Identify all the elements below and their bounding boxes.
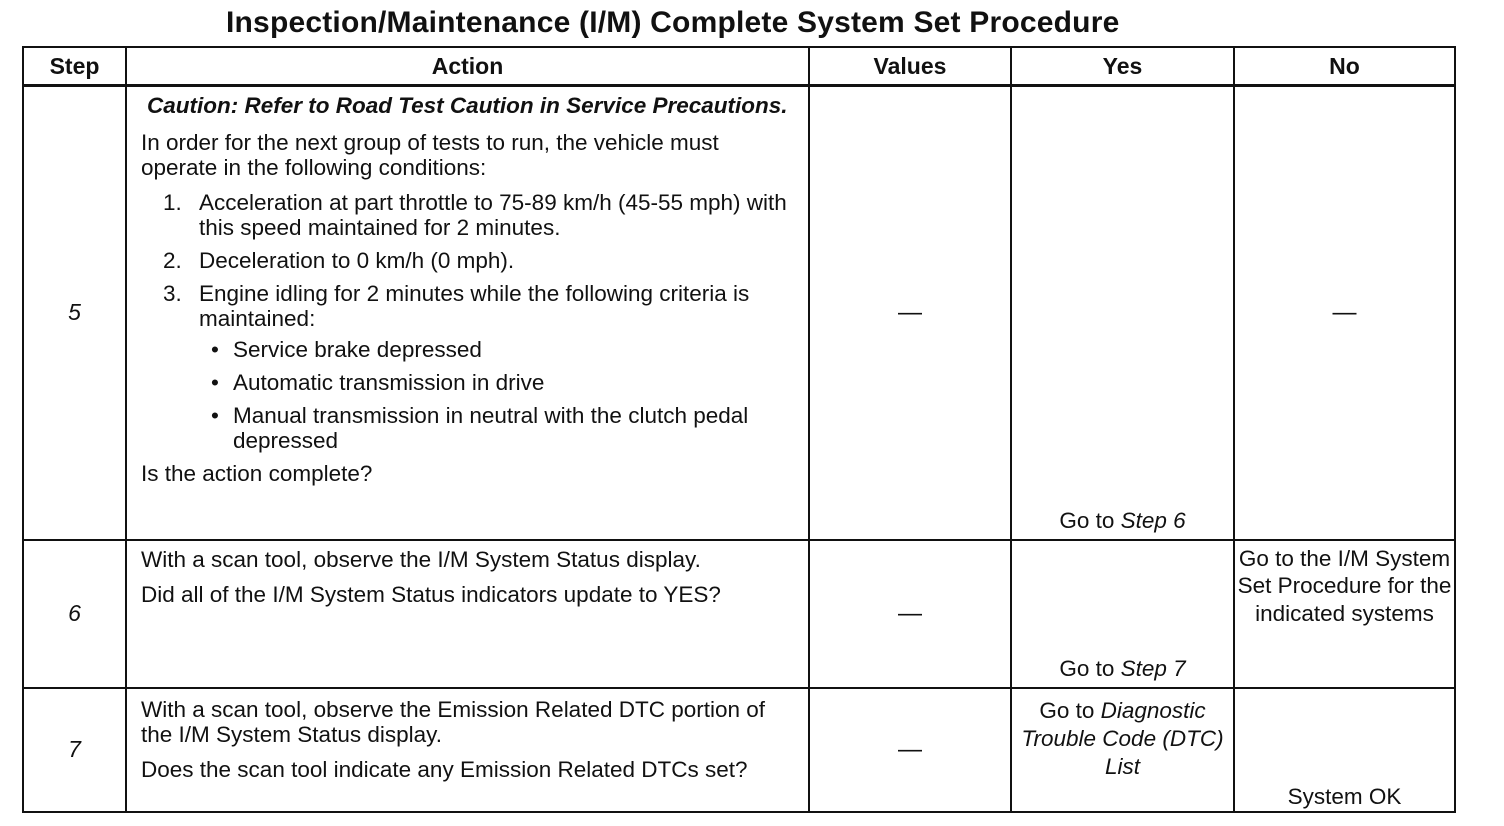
no-cell: — — [1234, 86, 1455, 540]
list-item: 2. Deceleration to 0 km/h (0 mph). — [163, 248, 515, 273]
table-row — [23, 688, 1455, 812]
yes-cell — [1011, 86, 1234, 540]
numbered-list — [141, 190, 800, 453]
step-link[interactable]: Step 7 — [1120, 655, 1186, 681]
page-title: Inspection/Maintenance (I/M) Complete System Set Procedure — [226, 6, 1120, 39]
header-step: Step — [23, 47, 126, 86]
action-question: Did all of the I/M System Status indicators update to YES? — [141, 581, 721, 607]
no-action: System OK — [1287, 783, 1402, 809]
header-action: Action — [126, 47, 809, 86]
caution-text: Caution: Refer to Road Test Caution in Service Precautions. — [147, 93, 788, 118]
action-cell — [126, 540, 809, 688]
step-number: 5 — [23, 86, 126, 540]
action-cell — [126, 688, 809, 812]
list-item: • Automatic transmission in drive — [211, 370, 545, 395]
no-action: Go to the I/M System Set Procedure for the indicated systems — [1237, 545, 1452, 626]
procedure-table — [22, 46, 1456, 813]
yes-action: Go to Step 7 — [1059, 655, 1186, 681]
action-intro: In order for the next group of tests to run, the vehicle must operate in the following conditions: — [141, 130, 719, 180]
action-instruction: With a scan tool, observe the Emission Related DTC portion of the I/M System Status display. — [141, 696, 766, 747]
list-item: 3. Engine idling for 2 minutes while the following criteria is maintained: • Service brake depressed • Automatic transmission in drive • Manual transmission in neutral with the clutch pedal depressed — [141, 281, 800, 453]
table-row — [23, 86, 1455, 540]
yes-cell — [1011, 688, 1234, 812]
no-cell — [1234, 688, 1455, 812]
table-row — [23, 540, 1455, 688]
step-link[interactable]: Step 6 — [1120, 507, 1186, 533]
action-instruction: With a scan tool, observe the I/M System Status display. — [141, 546, 701, 572]
yes-action: Go to Step 6 — [1059, 507, 1186, 533]
bullet-list — [199, 337, 800, 453]
header-values: Values — [809, 47, 1011, 86]
values-cell: — — [809, 540, 1011, 688]
yes-cell — [1011, 540, 1234, 688]
step-number: 6 — [23, 540, 126, 688]
step-number: 7 — [23, 688, 126, 812]
list-item: • Manual transmission in neutral with the clutch pedal depressed — [211, 403, 749, 453]
values-cell: — — [809, 86, 1011, 540]
values-cell: — — [809, 688, 1011, 812]
no-cell — [1234, 540, 1455, 688]
dtc-list-link[interactable]: Diagnostic Trouble Code (DTC) List — [1021, 697, 1224, 779]
list-item: • Service brake depressed — [211, 337, 482, 362]
header-no: No — [1234, 47, 1455, 86]
header-yes: Yes — [1011, 47, 1234, 86]
list-item: 1. Acceleration at part throttle to 75-89 km/h (45-55 mph) with this speed maintained for 2 minutes. — [163, 190, 787, 240]
action-cell — [126, 86, 809, 540]
action-question: Is the action complete? — [141, 461, 373, 486]
action-question: Does the scan tool indicate any Emission Related DTCs set? — [141, 756, 748, 782]
header-row — [23, 47, 1455, 86]
yes-action: Go to Diagnostic Trouble Code (DTC) List — [1021, 697, 1224, 779]
